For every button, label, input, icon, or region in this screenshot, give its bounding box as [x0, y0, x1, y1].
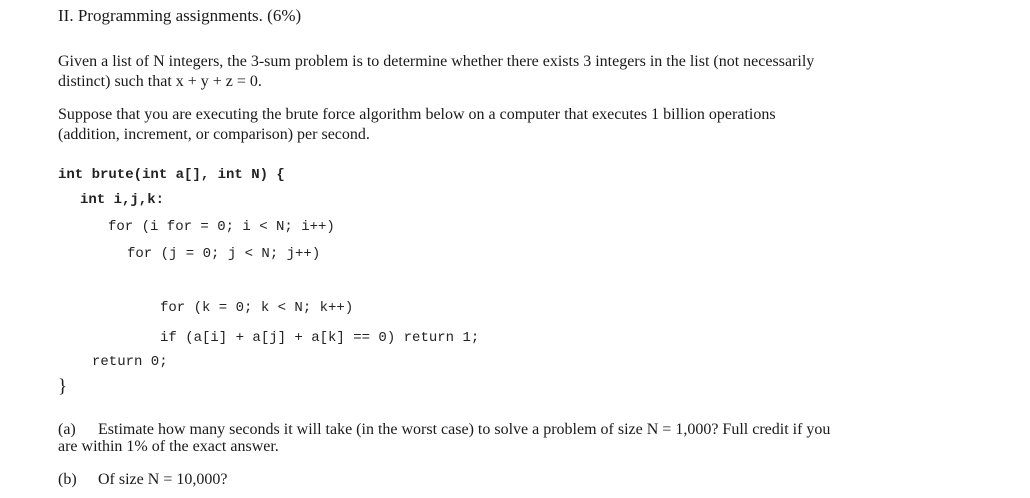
code-if-statement: if (a[i] + a[j] + a[k] == 0) return 1; [160, 330, 480, 346]
code-loop-k: for (k = 0; k < N; k++) [160, 300, 354, 316]
intro-line-1: Given a list of N integers, the 3-sum problem is to determine whether there exists 3 integers in the list (not necessarily [58, 53, 815, 70]
question-b-label: (b) [58, 471, 77, 488]
code-signature: int brute(int a[], int N) { [58, 167, 285, 183]
code-loop-i: for (i for = 0; i < N; i++) [108, 219, 335, 235]
question-a-line-2: are within 1% of the exact answer. [58, 438, 279, 455]
code-return: return 0; [92, 354, 168, 370]
code-loop-j: for (j = 0; j < N; j++) [127, 246, 321, 262]
question-a-line-1: Estimate how many seconds it will take (in the worst case) to solve a problem of size N = 1,000? Full credit if you [98, 421, 831, 438]
question-b-text: Of size N = 10,000? [98, 471, 228, 488]
question-a-label: (a) [58, 421, 76, 438]
suppose-line-2: (addition, increment, or comparison) per second. [58, 126, 370, 143]
code-closing-brace: } [58, 376, 68, 397]
intro-line-2: distinct) such that x + y + z = 0. [58, 73, 262, 90]
suppose-line-1: Suppose that you are executing the brute force algorithm below on a computer that executes 1 billion operations [58, 106, 776, 123]
section-heading: II. Programming assignments. (6%) [58, 6, 302, 25]
code-declaration: int i,j,k: [80, 192, 165, 208]
